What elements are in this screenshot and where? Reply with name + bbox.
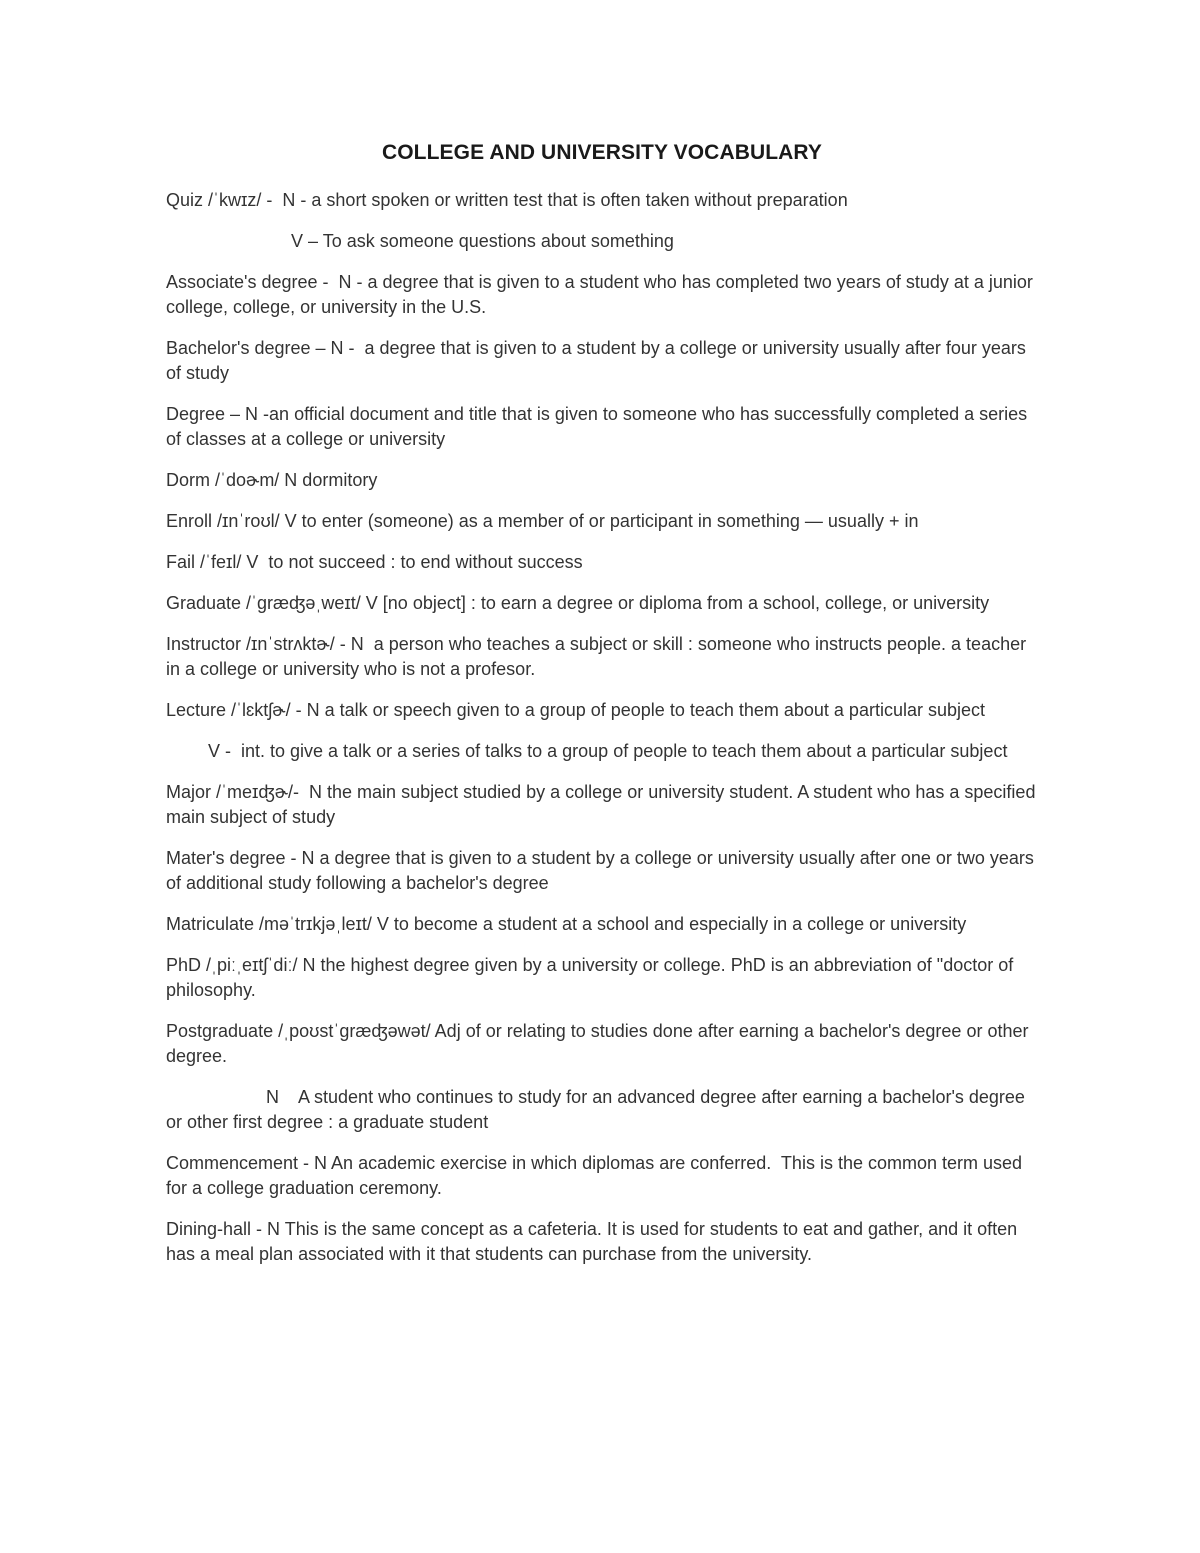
entry-degree: Degree – N -an official document and title that is given to someone who has successfully completed a series of classes at a college or university xyxy=(166,404,1033,449)
entry-dorm: Dorm /ˈdoɚm/ N dormitory xyxy=(166,470,378,490)
entry-matriculate: Matriculate /məˈtrɪkjəˌleɪt/ V to become a student at a school and especially in a college or university xyxy=(166,914,967,934)
entry-quiz: Quiz /ˈkwɪz/ - N - a short spoken or written test that is often taken without preparation xyxy=(166,190,848,210)
entry-instructor: Instructor /ɪnˈstrʌktɚ/ - N a person who teaches a subject or skill : someone who instructs people. a teacher in a college or university who is not a profesor. xyxy=(166,634,1032,679)
entry-postgraduate: Postgraduate /ˌpoʊstˈgræʤəwət/ Adj of or relating to studies done after earning a bachelor's degree or other degree. xyxy=(166,1021,1034,1066)
document-body xyxy=(166,138,1041,1283)
entry-fail: Fail /ˈfeɪl/ V to not succeed : to end without success xyxy=(166,552,583,572)
entry-dining-hall: Dining-hall - N This is the same concept as a cafeteria. It is used for students to eat and gather, and it often has a meal plan associated with it that students can purchase from the university. xyxy=(166,1219,1023,1264)
entry-graduate: Graduate /ˈgræʤəˌweɪt/ V [no object] : to earn a degree or diploma from a school, college, or university xyxy=(166,593,990,613)
entry-bachelors-degree: Bachelor's degree – N - a degree that is given to a student by a college or university usually after four years of study xyxy=(166,338,1031,383)
entry-lecture-verb: V - int. to give a talk or a series of talks to a group of people to teach them about a particular subject xyxy=(208,741,1008,761)
entry-phd: PhD /ˌpiːˌeɪtʃˈdiː/ N the highest degree given by a university or college. PhD is an abbreviation of "doctor of philosophy. xyxy=(166,955,1019,1000)
document-title: COLLEGE AND UNIVERSITY VOCABULARY xyxy=(381,141,823,164)
entry-major: Major /ˈmeɪʤɚ/- N the main subject studied by a college or university student. A student who has a specified main subject of study xyxy=(166,782,1041,827)
entry-postgraduate-noun: N A student who continues to study for an advanced degree after earning a bachelor's degree or other first degree : a graduate student xyxy=(166,1087,1030,1132)
entry-masters-degree: Mater's degree - N a degree that is given to a student by a college or university usually after one or two years of additional study following a bachelor's degree xyxy=(166,848,1039,893)
entry-enroll: Enroll /ɪnˈroʊl/ V to enter (someone) as a member of or participant in something — usually + in xyxy=(166,511,919,531)
entry-quiz-verb: V – To ask someone questions about something xyxy=(291,231,674,251)
entry-lecture: Lecture /ˈlɛktʃɚ/ - N a talk or speech given to a group of people to teach them about a particular subject xyxy=(166,700,985,720)
entry-commencement: Commencement - N An academic exercise in which diplomas are conferred. This is the common term used for a college graduation ceremony. xyxy=(166,1153,1028,1198)
entry-associates-degree: Associate's degree - N - a degree that is given to a student who has completed two years of study at a junior college, college, or university in the U.S. xyxy=(166,272,1038,317)
